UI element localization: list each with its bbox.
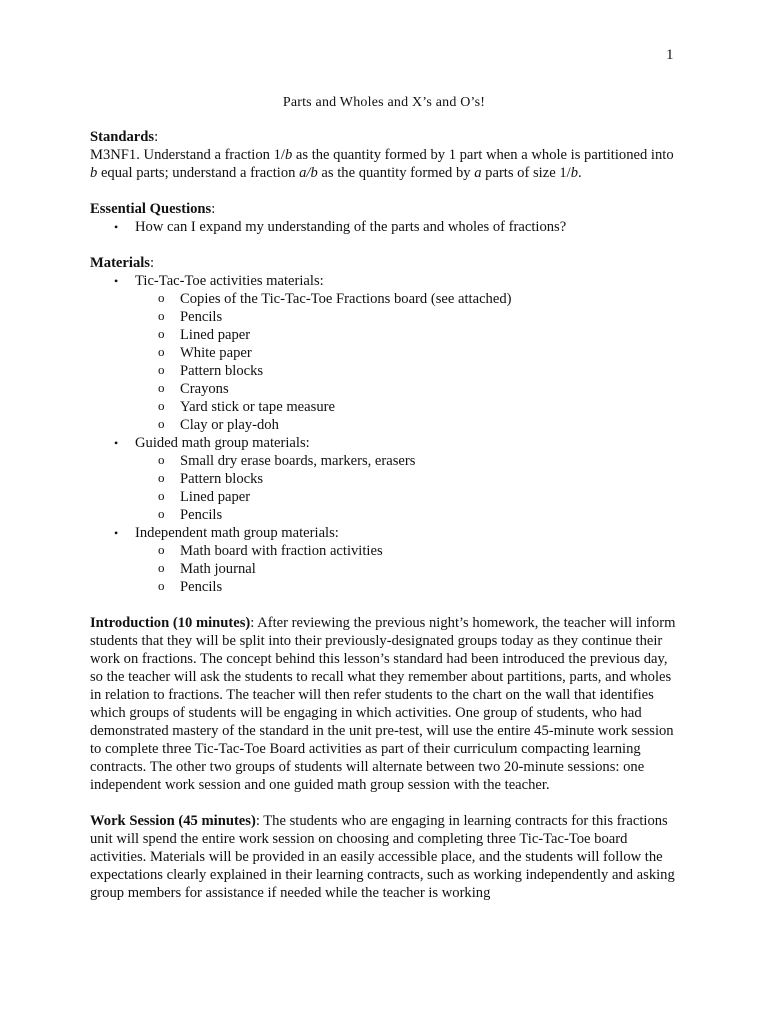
work-session-paragraph	[90, 812, 680, 902]
materials-item	[135, 290, 680, 308]
materials-item-text: White paper	[180, 345, 252, 361]
materials-sublist	[135, 290, 680, 434]
materials-item	[135, 398, 680, 416]
materials-list	[90, 272, 680, 596]
materials-item	[135, 362, 680, 380]
work-session-text: : The students who are engaging in learning contracts for this fractions unit will spend the entire work session on choosing and completing three Tic-Tac-Toe board activities. Materials will be provided in an easily accessible place, and the students will follow the expectations clearly explained in their learning contracts, such as working independently and asking group members for assistance if needed while the teacher is working	[90, 813, 675, 901]
document-title: Parts and Wholes and X’s and O’s!	[282, 95, 486, 110]
materials-item	[135, 578, 680, 596]
standards-heading: Standards	[90, 129, 155, 145]
standards-heading-colon: :	[154, 129, 159, 145]
standards-text-part: .	[577, 165, 582, 181]
introduction-heading: Introduction (10 minutes)	[90, 615, 251, 631]
introduction-section	[90, 614, 680, 794]
materials-item-text: Math board with fraction activities	[180, 543, 383, 559]
materials-item-text: Small dry erase boards, markers, erasers	[180, 453, 416, 469]
introduction-text: : After reviewing the previous night’s homework, the teacher will inform students that they will be split into their previously-designated groups today as they continue their work on fractions. The concept behind this lesson’s standard had been introduced the previous day, so the teacher will ask the students to recall what they remember about partitions, parts, and wholes in relation to fractions. The teacher will then refer students to the chart on the wall that identifies which groups of students will be engaging in which activities. One group of students, who had demonstrated mastery of the standard in the unit pre-test, will use the entire 45-minute work session to complete three Tic-Tac-Toe Board activities as part of their curriculum compacting learning contracts. The other two groups of students will alternate between two 20-minute sessions: one independent work session and one guided math group session with the teacher.	[90, 615, 676, 793]
standards-section	[90, 128, 680, 182]
materials-group-label: Independent math group materials:	[135, 525, 339, 541]
materials-group-independent-math	[90, 524, 680, 596]
work-session-section	[90, 812, 680, 902]
materials-group-label: Tic-Tac-Toe activities materials:	[135, 273, 324, 289]
essential-questions-list	[90, 218, 680, 236]
standards-text-part: as the quantity formed by 1 part when a whole is partitioned into	[292, 147, 674, 163]
materials-item-text: Pencils	[180, 309, 223, 325]
materials-item	[135, 560, 680, 578]
materials-sublist	[135, 452, 680, 524]
sub-bullet-icon: o	[158, 452, 165, 467]
materials-item-text: Math journal	[180, 561, 256, 577]
materials-group-label: Guided math group materials:	[135, 435, 310, 451]
standards-var: b	[90, 165, 98, 181]
standards-var: b	[284, 147, 293, 163]
materials-heading-line	[90, 254, 680, 272]
materials-item	[135, 380, 680, 398]
page-number: 1	[666, 47, 674, 63]
standards-text-part: as the quantity formed by	[317, 165, 475, 181]
sub-bullet-icon: o	[158, 560, 165, 575]
materials-section	[90, 254, 680, 596]
materials-item-text: Lined paper	[180, 489, 251, 505]
materials-item	[135, 344, 680, 362]
essential-questions-heading-colon: :	[211, 201, 216, 217]
materials-item-text: Crayons	[180, 381, 229, 397]
sub-bullet-icon: o	[158, 362, 165, 377]
bullet-icon: •	[114, 274, 119, 288]
materials-item	[135, 470, 680, 488]
standards-text-part: Understand a fraction 1/	[139, 147, 285, 163]
work-session-heading: Work Session (45 minutes)	[90, 813, 256, 829]
standards-heading-line	[90, 128, 680, 146]
sub-bullet-icon: o	[158, 578, 165, 593]
sub-bullet-icon: o	[158, 416, 165, 431]
materials-item	[135, 308, 680, 326]
document-body	[90, 128, 680, 920]
materials-group-guided-math	[90, 434, 680, 524]
sub-bullet-icon: o	[158, 488, 165, 503]
materials-item-text: Copies of the Tic-Tac-Toe Fractions board (see attached)	[180, 291, 512, 307]
standards-var: b	[570, 165, 578, 181]
sub-bullet-icon: o	[158, 380, 165, 395]
bullet-icon: •	[114, 220, 119, 234]
materials-item	[135, 542, 680, 560]
materials-item	[135, 326, 680, 344]
sub-bullet-icon: o	[158, 326, 165, 341]
essential-question-item	[90, 218, 680, 236]
essential-questions-section	[90, 200, 680, 236]
sub-bullet-icon: o	[158, 506, 165, 521]
sub-bullet-icon: o	[158, 470, 165, 485]
standards-text	[90, 146, 680, 182]
materials-sublist	[135, 542, 680, 596]
materials-item-text: Pencils	[180, 579, 223, 595]
bullet-icon: •	[114, 436, 119, 450]
standards-text-part: parts of size 1/	[481, 165, 571, 181]
materials-item-text: Pattern blocks	[180, 363, 264, 379]
standards-var: a/b	[299, 165, 318, 181]
materials-item-text: Pattern blocks	[180, 471, 264, 487]
sub-bullet-icon: o	[158, 344, 165, 359]
essential-questions-heading-line	[90, 200, 680, 218]
materials-item	[135, 506, 680, 524]
standards-text-part: equal parts; understand a fraction	[97, 165, 300, 181]
sub-bullet-icon: o	[158, 542, 165, 557]
sub-bullet-icon: o	[158, 308, 165, 323]
introduction-paragraph	[90, 614, 680, 794]
materials-heading-colon: :	[149, 255, 155, 271]
sub-bullet-icon: o	[158, 290, 165, 305]
standards-code: M3NF1.	[90, 147, 140, 163]
bullet-icon: •	[114, 526, 119, 540]
essential-questions-heading: Essential Questions	[90, 201, 212, 217]
standards-var: a	[474, 165, 482, 181]
materials-item	[135, 416, 680, 434]
materials-item-text: Clay or play-doh	[180, 417, 279, 433]
materials-item-text: Lined paper	[180, 327, 251, 343]
materials-group-tic-tac-toe	[90, 272, 680, 434]
sub-bullet-icon: o	[158, 398, 165, 413]
materials-item-text: Yard stick or tape measure	[180, 399, 335, 415]
materials-heading: Materials	[90, 255, 150, 271]
essential-question-text: How can I expand my understanding of the parts and wholes of fractions?	[135, 219, 567, 235]
materials-item	[135, 452, 680, 470]
materials-item-text: Pencils	[180, 507, 223, 523]
materials-item	[135, 488, 680, 506]
